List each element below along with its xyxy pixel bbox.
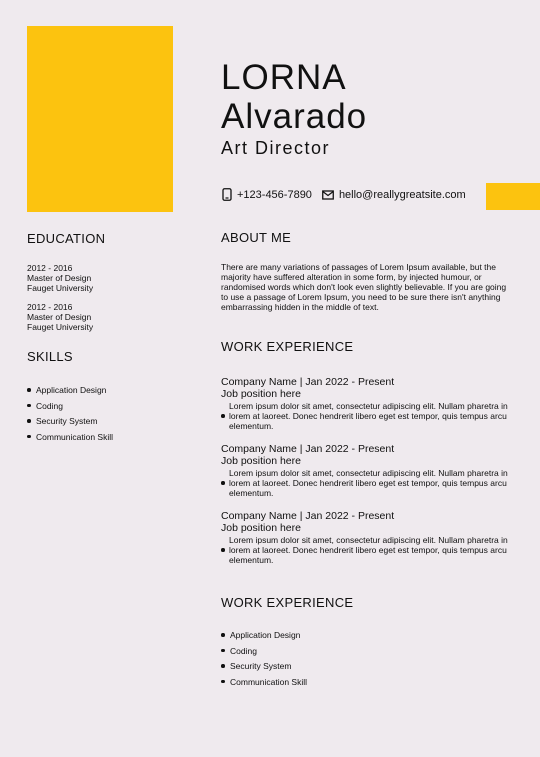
education-heading: EDUCATION bbox=[27, 231, 106, 246]
job-company: Company Name | Jan 2022 - Present bbox=[221, 443, 395, 455]
email-icon bbox=[322, 190, 334, 200]
list-item: Application Design bbox=[221, 630, 307, 646]
photo-placeholder bbox=[27, 26, 173, 212]
about-heading: ABOUT ME bbox=[221, 230, 292, 245]
list-item: Coding bbox=[27, 401, 113, 417]
job-entry bbox=[221, 376, 521, 431]
job-title: Art Director bbox=[221, 138, 331, 158]
phone-contact[interactable] bbox=[222, 188, 312, 201]
education-years: 2012 - 2016 bbox=[27, 302, 73, 312]
education-list bbox=[27, 263, 93, 341]
email-contact[interactable] bbox=[322, 189, 466, 201]
education-entry bbox=[27, 263, 93, 293]
work-experience-heading: WORK EXPERIENCE bbox=[221, 339, 354, 354]
list-item: Coding bbox=[221, 646, 307, 662]
job-entry bbox=[221, 510, 521, 565]
phone-number: +123-456-7890 bbox=[237, 188, 312, 201]
work-experience-heading-2: WORK EXPERIENCE bbox=[221, 595, 354, 610]
first-name: LORNA bbox=[221, 58, 347, 97]
education-school: Fauget University bbox=[27, 283, 94, 293]
list-item: Communication Skill bbox=[221, 677, 307, 693]
about-text: There are many variations of passages of Lorem Ipsum available, but the majority have suffered alteration in some form, by injected humour, or randomised words which don't look even slightly believable. If you are going to use a passage of Lorem Ipsum, you need to be sure there isn't anything embarrassing hidden in the middle of text. bbox=[221, 262, 507, 312]
job-position: Job position here bbox=[221, 455, 301, 467]
skills-heading: SKILLS bbox=[27, 349, 73, 364]
job-company: Company Name | Jan 2022 - Present bbox=[221, 510, 395, 522]
job-position: Job position here bbox=[221, 522, 301, 534]
job-description: Lorem ipsum dolor sit amet, consectetur adipiscing elit. Nullam pharetra in lorem at laoreet. Donec hendrerit libero eget est tempor, quis tempus arcu elementum. bbox=[221, 535, 521, 565]
job-entry bbox=[221, 443, 521, 498]
education-years: 2012 - 2016 bbox=[27, 263, 73, 273]
accent-bar bbox=[486, 183, 540, 210]
education-degree: Master of Design bbox=[27, 273, 92, 283]
education-school: Fauget University bbox=[27, 322, 94, 332]
list-item: Communication Skill bbox=[27, 432, 113, 448]
list-item: Security System bbox=[221, 661, 307, 677]
work-experience-list bbox=[221, 376, 521, 577]
job-position: Job position here bbox=[221, 388, 301, 400]
education-entry bbox=[27, 302, 93, 332]
job-description: Lorem ipsum dolor sit amet, consectetur adipiscing elit. Nullam pharetra in lorem at laoreet. Donec hendrerit libero eget est tempor, quis tempus arcu elementum. bbox=[221, 401, 521, 431]
last-name: Alvarado bbox=[221, 97, 368, 136]
job-company: Company Name | Jan 2022 - Present bbox=[221, 376, 395, 388]
work-experience-skills-list bbox=[221, 630, 307, 692]
phone-icon bbox=[222, 188, 232, 201]
full-name bbox=[221, 58, 367, 136]
contact-info bbox=[222, 188, 476, 201]
email-address: hello@reallygreatsite.com bbox=[338, 188, 466, 201]
list-item: Application Design bbox=[27, 385, 113, 401]
list-item: Security System bbox=[27, 416, 113, 432]
job-description: Lorem ipsum dolor sit amet, consectetur adipiscing elit. Nullam pharetra in lorem at laoreet. Donec hendrerit libero eget est tempor, quis tempus arcu elementum. bbox=[221, 468, 521, 498]
skills-list bbox=[27, 385, 113, 447]
education-degree: Master of Design bbox=[27, 312, 92, 322]
